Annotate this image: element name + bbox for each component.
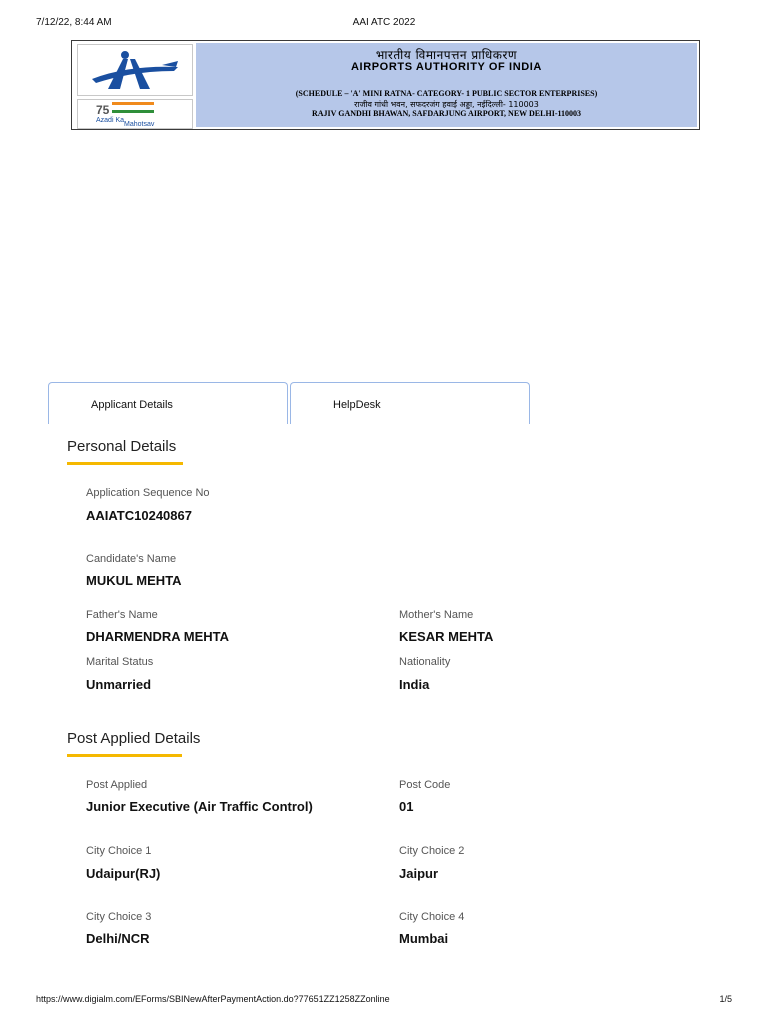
print-header	[36, 17, 732, 31]
field-label: City Choice 3	[86, 911, 152, 923]
father-name-value: DHARMENDRA MEHTA	[86, 629, 229, 644]
tab-applicant-details[interactable]	[48, 382, 288, 424]
print-datetime: 7/12/22, 8:44 AM	[36, 17, 112, 28]
section-underline	[67, 754, 182, 757]
address-english: RAJIV GANDHI BHAWAN, SAFDARJUNG AIRPORT, NEW DELHI-110003	[311, 109, 582, 118]
application-sequence-value: AAIATC10240867	[86, 508, 192, 523]
english-title: AIRPORTS AUTHORITY OF INDIA	[351, 61, 542, 73]
field-label: Post Applied	[86, 779, 148, 791]
mother-name-value: KESAR MEHTA	[399, 629, 494, 644]
tab-helpdesk[interactable]	[290, 382, 530, 424]
field-label: City Choice 4	[399, 911, 465, 923]
print-title: AAI ATC 2022	[352, 17, 416, 28]
banner-text-panel	[196, 43, 697, 127]
page-number: 1/5	[719, 994, 732, 1004]
field-label: Candidate's Name	[86, 553, 177, 565]
address-hindi: राजीव गांधी भवन, सफदरजंग हवाई अड्डा, नईदिल्ली- 110003	[354, 100, 539, 109]
section-title-personal-details: Personal Details	[67, 438, 177, 455]
field-label: Marital Status	[86, 656, 154, 668]
aai-banner	[71, 40, 700, 130]
tab-bar	[48, 382, 532, 424]
section-title-post-applied: Post Applied Details	[67, 730, 201, 747]
section-underline	[67, 462, 183, 465]
field-label: Application Sequence No	[86, 487, 210, 499]
nationality-value: India	[399, 677, 430, 692]
aai-logo-icon	[78, 45, 192, 95]
tab-label: Applicant Details	[91, 399, 173, 411]
field-label: Post Code	[399, 779, 451, 791]
hindi-title: भारतीय विमानपत्तन प्राधिकरण	[375, 48, 518, 62]
field-label: Nationality	[399, 656, 451, 668]
aai-logo	[77, 44, 193, 96]
field-label: City Choice 1	[86, 845, 152, 857]
print-url: https://www.digialm.com/EForms/SBINewAfterPaymentAction.do?77651ZZ1258ZZonline	[36, 994, 390, 1004]
city-choice-1-value: Udaipur(RJ)	[86, 866, 161, 881]
svg-text:Mahotsav: Mahotsav	[124, 121, 155, 128]
post-code-value: 01	[399, 799, 414, 814]
city-choice-4-value: Mumbai	[399, 931, 449, 946]
city-choice-3-value: Delhi/NCR	[86, 931, 150, 946]
field-label: Mother's Name	[399, 609, 474, 621]
schedule-text: (SCHEDULE – 'A' MINI RATNA- CATEGORY- 1 PUBLIC SECTOR ENTERPRISES)	[295, 89, 598, 98]
azadi-logo	[77, 99, 193, 129]
post-applied-value: Junior Executive (Air Traffic Control)	[86, 799, 313, 814]
logo-panel	[74, 43, 192, 127]
azadi-ka-amrit-mahotsav-icon	[78, 100, 192, 128]
svg-text:75: 75	[96, 103, 110, 117]
city-choice-2-value: Jaipur	[399, 866, 439, 881]
print-footer	[36, 994, 732, 1008]
field-label: Father's Name	[86, 609, 158, 621]
marital-status-value: Unmarried	[86, 677, 152, 692]
field-label: City Choice 2	[399, 845, 465, 857]
candidate-name-value: MUKUL MEHTA	[86, 573, 182, 588]
tab-label: HelpDesk	[333, 399, 381, 411]
svg-text:Azadi Ka: Azadi Ka	[96, 117, 125, 124]
